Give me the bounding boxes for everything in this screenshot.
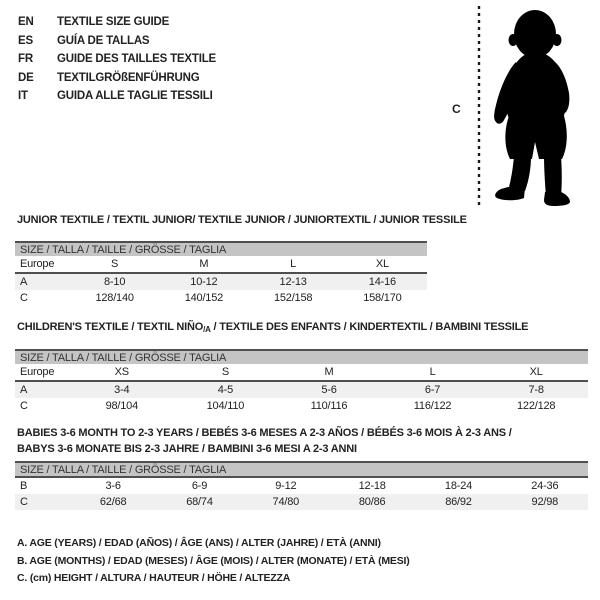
table-cell: 128/140 [95, 292, 134, 304]
language-title: GUIDA ALLE TAGLIE TESSILI [57, 90, 213, 103]
measurement-legend [17, 535, 410, 588]
children-title-subscript: /A [203, 325, 211, 334]
junior-section-title: JUNIOR TEXTILE / TEXTIL JUNIOR/ TEXTILE JUNIOR / JUNIORTEXTIL / JUNIOR TESSILE [17, 214, 467, 226]
row-label: C [20, 400, 28, 412]
language-title: GUÍA DE TALLAS [57, 34, 150, 47]
table-cell: 6-7 [424, 384, 441, 396]
row-label: B [20, 480, 28, 492]
size-header-bar: SIZE / TALLA / TAILLE / GRÖSSE / TAGLIA [15, 349, 588, 364]
table-cell: 110/116 [310, 400, 348, 412]
children-section-title [17, 319, 528, 338]
language-row-de [18, 69, 216, 88]
table-cell: 74/80 [272, 496, 300, 508]
table-cell: M [199, 258, 209, 270]
table-cell: 140/152 [184, 292, 224, 304]
table-cell: 104/110 [206, 400, 245, 412]
table-cell: 10-12 [190, 276, 218, 288]
table-cell: XL [375, 258, 389, 270]
table-cell: 122/128 [516, 400, 556, 412]
table-cell: 9-12 [275, 480, 297, 492]
table-cell: 158/170 [363, 292, 402, 304]
row-label: C [20, 496, 28, 508]
table-row [15, 364, 588, 380]
table-cell: 7-8 [528, 384, 544, 396]
table-cell: 18-24 [444, 480, 473, 492]
language-title: TEXTILGRÖßENFÜHRUNG [57, 71, 200, 84]
language-row-es [18, 32, 216, 51]
language-title: TEXTILE SIZE GUIDE [57, 16, 170, 28]
table-cell: 92/98 [531, 496, 559, 508]
table-cell: 24-36 [531, 480, 559, 492]
children-title-post: / TEXTILE DES ENFANTS / KINDERTEXTIL / BAMBINI TESSILE [210, 321, 529, 333]
babies-title-line1: BABIES 3-6 MONTH TO 2-3 YEARS / BEBÉS 3-6 MESES A 2-3 AÑOS / BÉBÉS 3-6 MOIS À 2-3 ANS / [17, 427, 512, 439]
table-cell: S [111, 258, 119, 270]
children-title-pre: CHILDREN'S TEXTILE / TEXTIL NIÑO [17, 321, 204, 333]
table-cell: 80/86 [358, 496, 386, 508]
language-row-fr [18, 50, 216, 69]
language-code: IT [18, 90, 28, 103]
size-header-bar: SIZE / TALLA / TAILLE / GRÖSSE / TAGLIA [15, 461, 588, 476]
legend-line-b: B. AGE (MONTHS) / EDAD (MESES) / ÂGE (MOIS) / ALTER (MONATE) / ETÀ (MESI) [17, 554, 410, 567]
table-cell: 12-18 [358, 480, 386, 492]
language-code: FR [18, 53, 33, 66]
table-cell: 152/158 [273, 292, 313, 304]
junior-size-table [15, 241, 427, 306]
legend-line-c: C. (cm) HEIGHT / ALTURA / HAUTEUR / HÖHE / ALTEZZA [17, 572, 291, 585]
row-label: A [20, 276, 28, 288]
table-cell: XS [114, 366, 129, 378]
language-row-it [18, 87, 216, 106]
toddler-silhouette-icon [488, 6, 594, 208]
table-cell: 4-5 [217, 384, 234, 396]
row-label: A [20, 384, 28, 396]
children-size-table [15, 349, 588, 414]
table-row [15, 398, 588, 414]
table-cell: 62/68 [99, 496, 127, 508]
table-cell: 3-4 [114, 384, 130, 396]
language-code: EN [18, 16, 34, 28]
language-title: GUIDE DES TAILLES TEXTILE [57, 53, 216, 66]
table-cell: 3-6 [105, 480, 121, 492]
row-label: Europe [20, 366, 55, 378]
language-code: ES [18, 34, 33, 47]
height-measure-label: C [452, 102, 461, 116]
dashed-measure-line-icon [477, 6, 481, 208]
table-cell: 8-10 [104, 276, 126, 288]
table-cell: 98/104 [105, 400, 139, 412]
table-cell: 86/92 [445, 496, 472, 508]
row-label: C [20, 292, 28, 304]
table-cell: M [324, 366, 334, 378]
table-cell: S [221, 366, 229, 378]
table-row [15, 380, 588, 398]
language-list [18, 13, 216, 106]
table-cell: 6-9 [191, 480, 208, 492]
language-code: DE [18, 71, 34, 84]
table-cell: 116/122 [413, 400, 452, 412]
legend-line-a: A. AGE (YEARS) / EDAD (AÑOS) / ÂGE (ANS) / ALTER (JAHRE) / ETÀ (ANNI) [17, 537, 381, 549]
babies-section-title [17, 425, 512, 457]
table-cell: L [429, 366, 436, 378]
babies-title-line2: BABYS 3-6 MONATE BIS 2-3 JAHRE / BAMBINI 3-6 MESI A 2-3 ANNI [17, 443, 357, 455]
table-cell: 68/74 [186, 496, 213, 508]
table-cell: XL [529, 366, 543, 378]
language-row-en [18, 13, 216, 32]
table-cell: 14-16 [368, 276, 396, 288]
height-measure-figure [450, 4, 598, 210]
row-label: Europe [20, 258, 55, 270]
table-cell: L [290, 258, 297, 270]
table-row [15, 272, 427, 290]
size-header-bar: SIZE / TALLA / TAILLE / GRÖSSE / TAGLIA [15, 241, 427, 256]
table-row [15, 494, 588, 510]
table-row [15, 256, 427, 272]
table-cell: 5-6 [321, 384, 337, 396]
table-row [15, 290, 427, 306]
table-row [15, 476, 588, 494]
table-cell: 12-13 [279, 276, 307, 288]
babies-size-table [15, 461, 588, 510]
